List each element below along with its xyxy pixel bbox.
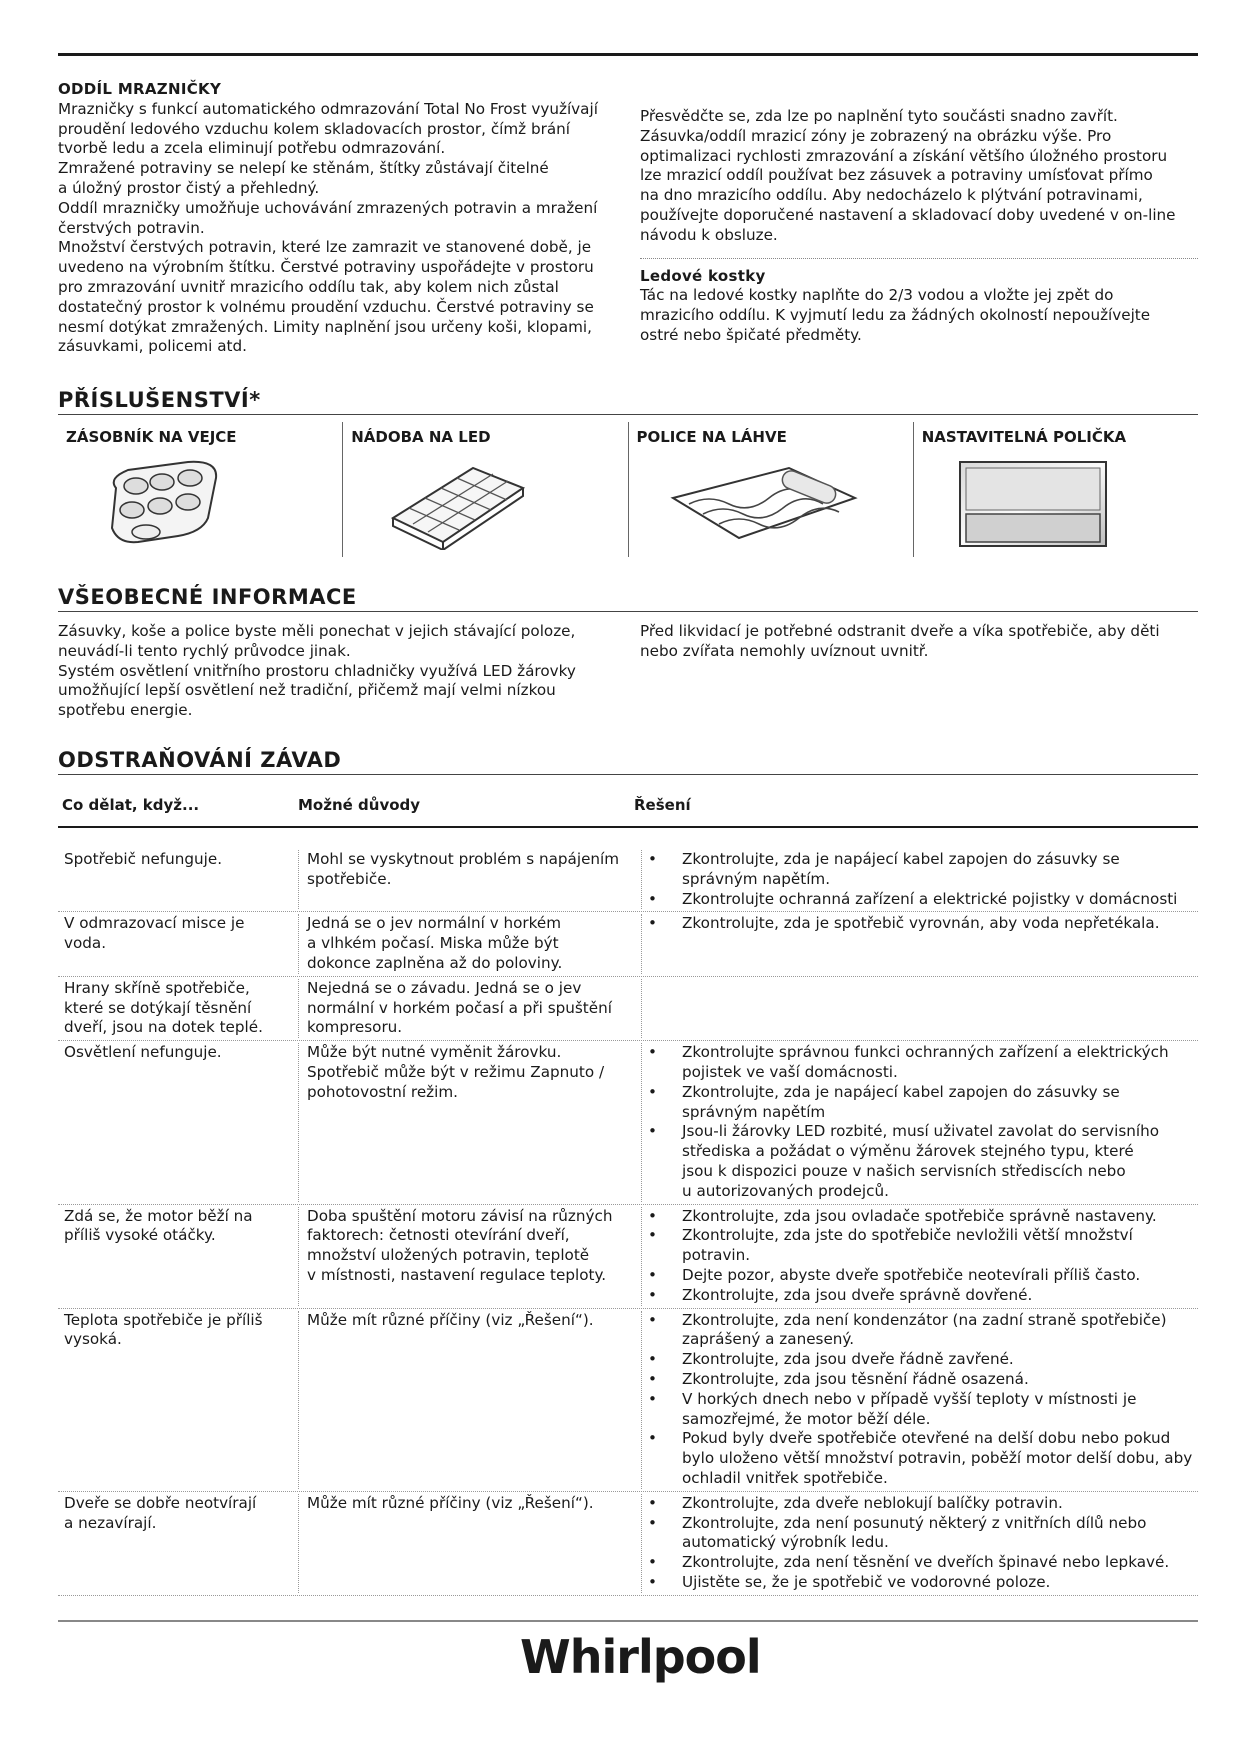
ice-tray-icon bbox=[383, 458, 533, 550]
text-line: dostatečný prostor k volnému proudění vzduchu. Čerstvé potraviny se bbox=[58, 297, 594, 316]
solution-line: ochladil vnitřek spotřebiče. bbox=[682, 1468, 888, 1487]
cell-line: v místnosti, nastavení regulace teploty. bbox=[307, 1265, 607, 1284]
freezer-right-text bbox=[640, 107, 1198, 246]
problem-cell bbox=[58, 1311, 299, 1489]
solution-item bbox=[648, 914, 1198, 934]
cell-line: Osvětlení nefunguje. bbox=[64, 1043, 222, 1062]
problem-cell bbox=[58, 850, 299, 909]
cell-line: Může být nutné vyměnit žárovku. bbox=[307, 1043, 562, 1062]
solution-line: • V horkých dnech nebo v případě vyšší teploty v místnosti je bbox=[682, 1389, 1137, 1408]
text-line: nebo zvířata nemohly uvíznout uvnitř. bbox=[640, 641, 929, 660]
table-row bbox=[58, 1492, 1198, 1596]
text-line: zásuvkami, policemi atd. bbox=[58, 337, 247, 356]
cell-line: V odmrazovací misce je bbox=[64, 914, 245, 933]
table-row bbox=[58, 912, 1198, 976]
solution-line: potravin. bbox=[682, 1246, 751, 1265]
text-line: a úložný prostor čistý a přehledný. bbox=[58, 178, 320, 197]
accessory-ice-tray bbox=[343, 422, 628, 557]
cell-line: Doba spuštění motoru závisí na různých bbox=[307, 1206, 613, 1225]
freezer-right-column bbox=[640, 107, 1198, 346]
solution-line: zaprášený a zanesený. bbox=[682, 1330, 855, 1349]
solution-line: • Zkontrolujte, zda jste do spotřebiče nevložili větší množství bbox=[682, 1226, 1133, 1245]
cause-cell bbox=[299, 979, 642, 1038]
solution-line: • Zkontrolujte, zda jsou dveře řádně zavřené. bbox=[682, 1350, 1014, 1369]
text-line: Přesvědčte se, zda lze po naplnění tyto součásti snadno zavřít. bbox=[640, 107, 1118, 125]
solution-line: • Zkontrolujte, zda není těsnění ve dveřích špinavé nebo lepkavé. bbox=[682, 1553, 1170, 1572]
solution-line: správným napětím bbox=[682, 1102, 826, 1121]
solution-cell bbox=[642, 1494, 1198, 1593]
solution-item bbox=[648, 1429, 1198, 1488]
ice-cubes-text bbox=[640, 286, 1198, 345]
accessory-egg-tray bbox=[58, 422, 343, 557]
problem-cell bbox=[58, 1494, 299, 1593]
troubleshooting-title: ODSTRAŇOVÁNÍ ZÁVAD bbox=[58, 748, 1198, 775]
cell-line: Nejedná se o závadu. Jedná se o jev bbox=[307, 978, 582, 997]
text-line: uvedeno na výrobním štítku. Čerstvé potraviny uspořádejte v prostoru bbox=[58, 258, 594, 277]
solution-line: • Zkontrolujte, zda jsou ovladače spotřebiče správně nastaveny. bbox=[682, 1206, 1157, 1225]
whirlpool-logo: Whirlpool bbox=[520, 1630, 761, 1684]
solution-item bbox=[648, 890, 1198, 910]
table-header bbox=[58, 780, 1198, 828]
solution-cell bbox=[642, 1207, 1198, 1306]
solution-item bbox=[648, 1311, 1198, 1351]
solution-item bbox=[648, 1083, 1198, 1123]
solution-line: • Pokud byly dveře spotřebiče otevřené na delší dobu nebo pokud bbox=[682, 1429, 1171, 1448]
solution-item bbox=[648, 1226, 1198, 1266]
solution-item bbox=[648, 1286, 1198, 1306]
cell-line: Spotřebič může být v režimu Zapnuto / bbox=[307, 1062, 605, 1081]
cell-line: Může mít různé příčiny (viz „Řešení“). bbox=[307, 1310, 594, 1329]
solution-line: • Ujistěte se, že je spotřebič ve vodorovné poloze. bbox=[682, 1572, 1051, 1591]
cell-line: Spotřebič nefunguje. bbox=[64, 850, 223, 868]
solution-line: u autorizovaných prodejců. bbox=[682, 1181, 889, 1200]
accessory-label: POLICE NA LÁHVE bbox=[636, 428, 787, 446]
cause-cell bbox=[299, 1207, 642, 1306]
header-cause: Možné důvody bbox=[298, 796, 421, 814]
egg-tray-icon bbox=[98, 458, 238, 550]
solution-line: pojistek ve vaší domácnosti. bbox=[682, 1062, 898, 1081]
solution-line: správným napětím. bbox=[682, 869, 831, 888]
solution-line: • Zkontrolujte, zda jsou těsnění řádně osazená. bbox=[682, 1369, 1029, 1388]
accessory-bottle-rack bbox=[629, 422, 914, 557]
table-row bbox=[58, 977, 1198, 1041]
solution-line: • Zkontrolujte, zda jsou dveře správně dovřené. bbox=[682, 1285, 1033, 1304]
solution-cell bbox=[642, 1311, 1198, 1489]
cell-line: a vlhkém počasí. Miska může být bbox=[307, 934, 559, 953]
accessories-title: PŘÍSLUŠENSTVÍ* bbox=[58, 388, 1198, 415]
general-right-text bbox=[640, 622, 1198, 662]
text-line: Množství čerstvých potravin, které lze zamrazit ve stanovené době, je bbox=[58, 238, 592, 257]
bottle-rack-icon bbox=[669, 458, 859, 550]
cell-line: a nezavírají. bbox=[64, 1513, 157, 1532]
text-line: Zásuvky, koše a police byste měli ponechat v jejich stávající poloze, bbox=[58, 622, 576, 640]
accessory-adjustable-shelf bbox=[914, 422, 1198, 557]
text-line: čerstvých potravin. bbox=[58, 218, 205, 237]
cell-line: které se dotýkají těsnění bbox=[64, 998, 252, 1017]
solution-line: • Zkontrolujte, zda je napájecí kabel zapojen do zásuvky se bbox=[682, 1082, 1120, 1101]
cell-line: dokonce zaplněna až do poloviny. bbox=[307, 953, 563, 972]
text-line: pro zmrazování uvnitř mrazicího oddílu tak, aby kolem nich zůstal bbox=[58, 277, 559, 296]
problem-cell bbox=[58, 1207, 299, 1306]
text-line: mrazicího oddílu. K vyjmutí ledu za žádných okolností nepoužívejte bbox=[640, 306, 1151, 325]
cell-line: Hrany skříně spotřebiče, bbox=[64, 978, 250, 997]
freezer-left-text bbox=[58, 100, 618, 357]
cell-line: normální v horkém počasí a při spuštění bbox=[307, 998, 612, 1017]
table-row bbox=[58, 1205, 1198, 1309]
ice-cubes-title: Ledové kostky bbox=[640, 266, 766, 285]
header-problem: Co dělat, když... bbox=[62, 796, 200, 814]
text-line: Systém osvětlení vnitřního prostoru chladničky využívá LED žárovky bbox=[58, 661, 576, 680]
solution-item bbox=[648, 850, 1198, 890]
solution-item bbox=[648, 1207, 1198, 1227]
cause-cell bbox=[299, 914, 642, 973]
text-line: Zmražené potraviny se nelepí ke stěnám, štítky zůstávají čitelné bbox=[58, 159, 549, 178]
solution-line: • Zkontrolujte správnou funkci ochranných zařízení a elektrických bbox=[682, 1043, 1169, 1062]
solution-line: • Zkontrolujte ochranná zařízení a elektrické pojistky v domácnosti bbox=[682, 889, 1178, 908]
text-line: Před likvidací je potřebné odstranit dveře a víka spotřebiče, aby děti bbox=[640, 622, 1160, 640]
table-body bbox=[58, 848, 1198, 1596]
solution-cell bbox=[642, 914, 1198, 973]
cell-line: Dveře se dobře neotvírají bbox=[64, 1493, 257, 1512]
text-line: Tác na ledové kostky naplňte do 2/3 vodou a vložte jej zpět do bbox=[640, 286, 1114, 305]
solution-item bbox=[648, 1043, 1198, 1083]
cell-line: Jedná se o jev normální v horkém bbox=[307, 914, 562, 933]
text-line: tvorbě ledu a zcela eliminují potřebu odmrazování. bbox=[58, 139, 446, 158]
solution-line: samozřejmé, že motor běží déle. bbox=[682, 1409, 931, 1428]
solution-line: střediska a požádat o výměnu žárovek stejného typu, které bbox=[682, 1142, 1134, 1161]
cell-line: Může mít různé příčiny (viz „Řešení“). bbox=[307, 1493, 594, 1512]
top-rule bbox=[58, 53, 1198, 56]
solution-line: • Zkontrolujte, zda není kondenzátor (na zadní straně spotřebiče) bbox=[682, 1310, 1167, 1329]
solution-line: jsou k dispozici pouze v našich servisních střediscích nebo bbox=[682, 1161, 1126, 1180]
text-line: neuvádí-li tento rychlý průvodce jinak. bbox=[58, 641, 351, 660]
freezer-title: ODDÍL MRAZNIČKY bbox=[58, 80, 222, 98]
text-line: lze mrazicí oddíl používat bez zásuvek a potraviny umísťovat přímo bbox=[640, 166, 1153, 185]
general-title: VŠEOBECNÉ INFORMACE bbox=[58, 585, 1198, 612]
solution-cell bbox=[642, 850, 1198, 909]
cell-line: Mohl se vyskytnout problém s napájením bbox=[307, 850, 620, 868]
problem-cell bbox=[58, 914, 299, 973]
divider bbox=[640, 258, 1198, 259]
solution-line: bylo uloženo větší množství potravin, poběží motor delší dobu, aby bbox=[682, 1449, 1193, 1468]
solution-item bbox=[648, 1494, 1198, 1514]
solution-item bbox=[648, 1370, 1198, 1390]
solution-line: • Dejte pozor, abyste dveře spotřebiče neotevírali příliš často. bbox=[682, 1265, 1141, 1284]
solution-item bbox=[648, 1266, 1198, 1286]
solution-line: automatický výrobník ledu. bbox=[682, 1533, 889, 1552]
text-line: ostré nebo špičaté předměty. bbox=[640, 325, 862, 344]
text-line: na dno mrazicího oddílu. Aby nedocházelo k plýtvání potravinami, bbox=[640, 186, 1143, 205]
solution-item bbox=[648, 1553, 1198, 1573]
text-line: návodu k obsluze. bbox=[640, 225, 778, 244]
cell-line: pohotovostní režim. bbox=[307, 1082, 458, 1101]
bottom-rule bbox=[58, 1620, 1198, 1622]
cell-line: kompresoru. bbox=[307, 1018, 403, 1037]
cell-line: spotřebiče. bbox=[307, 869, 392, 888]
solution-item bbox=[648, 1122, 1198, 1201]
solution-line: • Zkontrolujte, zda není posunutý některý z vnitřních dílů nebo bbox=[682, 1513, 1147, 1532]
text-line: používejte doporučené nastavení a skladovací doby uvedené v on-line bbox=[640, 205, 1176, 224]
problem-cell bbox=[58, 1043, 299, 1201]
solution-cell bbox=[642, 979, 1198, 1038]
cell-line: vysoká. bbox=[64, 1330, 122, 1349]
text-line: nesmí dotýkat zmražených. Limity naplnění jsou určeny koši, klopami, bbox=[58, 317, 592, 336]
solution-line: • Zkontrolujte, zda dveře neblokují balíčky potravin. bbox=[682, 1493, 1063, 1512]
cell-line: Zdá se, že motor běží na bbox=[64, 1206, 253, 1225]
text-line: proudění ledového vzduchu kolem skladovacích prostor, čímž brání bbox=[58, 119, 571, 138]
cause-cell bbox=[299, 1494, 642, 1593]
text-line: spotřebu energie. bbox=[58, 701, 193, 720]
table-row bbox=[58, 1309, 1198, 1492]
solution-line: • Zkontrolujte, zda je napájecí kabel zapojen do zásuvky se bbox=[682, 850, 1120, 868]
cell-line: faktorech: četnosti otevírání dveří, bbox=[307, 1226, 570, 1245]
cause-cell bbox=[299, 850, 642, 909]
cell-line: množství uložených potravin, teplotě bbox=[307, 1246, 590, 1265]
cell-line: voda. bbox=[64, 934, 107, 953]
cell-line: Teplota spotřebiče je příliš bbox=[64, 1310, 263, 1329]
table-row bbox=[58, 848, 1198, 912]
cause-cell bbox=[299, 1043, 642, 1201]
solution-item bbox=[648, 1514, 1198, 1554]
solution-cell bbox=[642, 1043, 1198, 1201]
solution-item bbox=[648, 1573, 1198, 1593]
text-line: umožňující lepší osvětlení než tradiční, přičemž mají velmi nízkou bbox=[58, 681, 556, 700]
solution-line: • Jsou-li žárovky LED rozbité, musí uživatel zavolat do servisního bbox=[682, 1122, 1160, 1141]
cause-cell bbox=[299, 1311, 642, 1489]
general-left-text bbox=[58, 622, 618, 721]
accessory-label: NASTAVITELNÁ POLIČKA bbox=[921, 428, 1127, 446]
accessory-label: ZÁSOBNÍK NA VEJCE bbox=[66, 428, 237, 446]
accessories-row bbox=[58, 422, 1198, 557]
text-line: Oddíl mrazničky umožňuje uchovávání zmrazených potravin a mražení bbox=[58, 198, 598, 217]
cell-line: příliš vysoké otáčky. bbox=[64, 1226, 216, 1245]
solution-item bbox=[648, 1350, 1198, 1370]
table-row bbox=[58, 1041, 1198, 1204]
adjustable-shelf-icon bbox=[954, 458, 1114, 550]
text-line: Zásuvka/oddíl mrazicí zóny je zobrazený na obrázku výše. Pro bbox=[640, 126, 1112, 145]
text-line: optimalizaci rychlosti zmrazování a získání většího úložného prostoru bbox=[640, 146, 1168, 165]
header-solution: Řešení bbox=[634, 796, 691, 814]
freezer-left-column bbox=[58, 80, 618, 357]
solution-item bbox=[648, 1390, 1198, 1430]
accessory-label: NÁDOBA NA LED bbox=[351, 428, 491, 446]
cell-line: dveří, jsou na dotek teplé. bbox=[64, 1018, 263, 1037]
solution-line: • Zkontrolujte, zda je spotřebič vyrovnán, aby voda nepřetékala. bbox=[682, 914, 1160, 933]
problem-cell bbox=[58, 979, 299, 1038]
text-line: Mrazničky s funkcí automatického odmrazování Total No Frost využívají bbox=[58, 99, 598, 118]
troubleshooting-table bbox=[58, 780, 1198, 1596]
